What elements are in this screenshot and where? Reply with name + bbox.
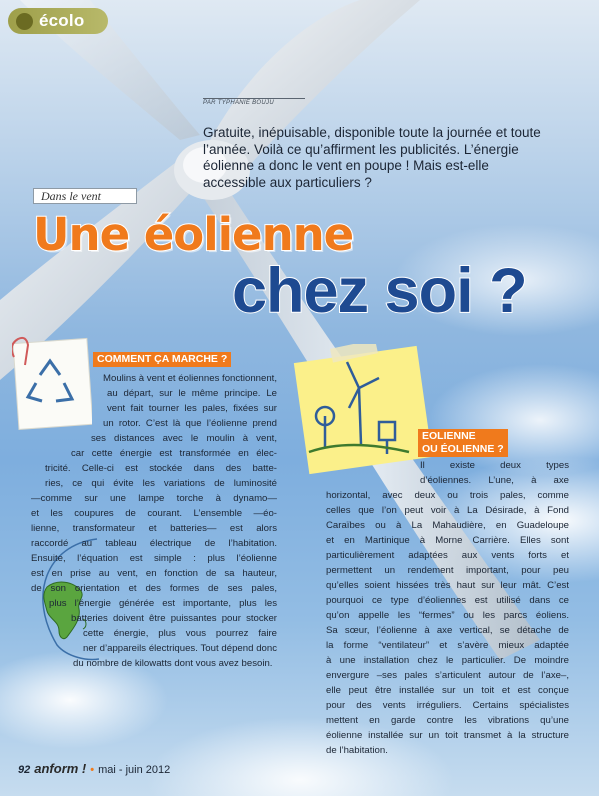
right-line: envergure –ses pales s’articulent autour de l’axe–,	[326, 670, 569, 681]
article-title-line-2: chez soi ?	[232, 256, 527, 326]
right-line: particulièrement adaptées aux vents forts et	[326, 550, 569, 561]
right-line: permettent un rendement important, pour peu	[326, 565, 569, 576]
right-line: celles que l’on peut voir à La Désirade, à Fond	[326, 505, 569, 516]
article-intro: Gratuite, inépuisable, disponible toute la journée et toute l’année. Voilà ce qu’affirment les publicités. L’énergie éolienne a donc le vent en poupe ! Mais est-elle accessible aux particuliers ?	[203, 125, 541, 190]
left-column-text	[31, 371, 277, 671]
left-line: tricité. Celle-ci est stockée dans des batte-	[45, 463, 277, 474]
left-line: au départ, sur le même principe. Le	[107, 388, 277, 399]
left-line: vent fait tourner les pales, fixées sur	[107, 403, 277, 414]
right-line: de l’habitation.	[326, 745, 388, 756]
right-line: elle peut être installée sur un toit et est conçue	[326, 685, 569, 696]
right-line: pour des vents irréguliers. Certains spécialistes	[326, 700, 569, 711]
left-line: Ensuite, l’équation est simple : plus l’éolienne	[31, 553, 277, 564]
left-line: plus l’énergie générée est importante, plus les	[49, 598, 277, 609]
right-line: pourquoi ce type d’éoliennes est utilisé dans ce	[326, 595, 569, 606]
left-line: et les coupures de courant. L’ensemble —éo-	[31, 508, 277, 519]
left-line: cette énergie, plus vous pourrez faire	[83, 628, 277, 639]
right-line: et en Martinique à Morne Carrière. Elles sont	[326, 535, 569, 546]
left-section-heading: COMMENT ÇA MARCHE ?	[93, 352, 231, 367]
left-line: car cette énergie est transformée en élec-	[71, 448, 277, 459]
right-heading-line-2: OU ÉOLIENNE ?	[422, 443, 504, 455]
right-line: qu’elles soient hissées très haut sur leur mât. C’est	[326, 580, 569, 591]
right-heading-line-1: EOLIENNE	[422, 430, 476, 442]
right-section-heading	[418, 429, 508, 457]
left-line: ries, ce qui évite les variations de luminosité	[45, 478, 277, 489]
byline: PAR TYPHANIE BOUJU	[203, 98, 305, 106]
section-dot-icon	[16, 13, 33, 30]
right-line: Caraïbes ou à La Mahaudière, en Guadeloupe	[326, 520, 569, 531]
right-line: éolienne installée sur un toit transmet à la structure	[326, 730, 569, 741]
right-line: Il existe deux types	[420, 460, 569, 471]
page-footer	[18, 761, 170, 776]
right-line: mettent en garde contre les vibrations qu’une	[326, 715, 569, 726]
left-line: —comme sur une lampe torche à dynamo—	[31, 493, 277, 504]
right-column-text	[326, 458, 569, 758]
left-line: de son orientation et des formes de ses pales,	[31, 583, 277, 594]
right-line: à une installation chez le particulier. De moindre	[326, 655, 569, 666]
page-number: 92	[18, 764, 31, 776]
section-label: écolo	[39, 11, 85, 30]
right-line: Sa sœur, l’éolienne à axe vertical, se détache de	[326, 625, 569, 636]
left-line: ses distances avec le moulin à vent,	[91, 433, 277, 444]
right-line: la forme “ventilateur” et s’avère mieux adaptée	[326, 640, 569, 651]
left-line: un rotor. C’est là que l’éolienne prend	[103, 418, 277, 429]
magazine-brand: anform !	[34, 761, 87, 776]
section-tag	[8, 8, 108, 34]
left-line: Moulins à vent et éoliennes fonctionnent,	[103, 373, 277, 384]
left-line: batteries doivent être puissantes pour stocker	[71, 613, 277, 624]
left-line: du nombre de kilowatts dont vous avez besoin.	[73, 658, 273, 669]
right-line: horizontal, avec deux ou trois pales, comme	[326, 490, 569, 501]
left-line: raccordé au tableau électrique de l’habitation.	[31, 538, 277, 549]
left-line: est en prise au vent, en fonction de sa hauteur,	[31, 568, 277, 579]
issue-date: mai - juin 2012	[98, 764, 171, 776]
right-line: qu’on appelle les “fermes” ou les parcs éoliens.	[326, 610, 569, 621]
right-line: d’éoliennes. L’une, à axe	[420, 475, 569, 486]
left-line: lienne, transformateur et batteries— est alors	[31, 523, 277, 534]
kicker-label: Dans le vent	[33, 188, 137, 204]
footer-separator: •	[90, 764, 95, 776]
article-title-line-1: Une éolienne	[33, 208, 354, 261]
left-line: ner d’appareils électriques. Tout dépend donc	[83, 643, 277, 654]
